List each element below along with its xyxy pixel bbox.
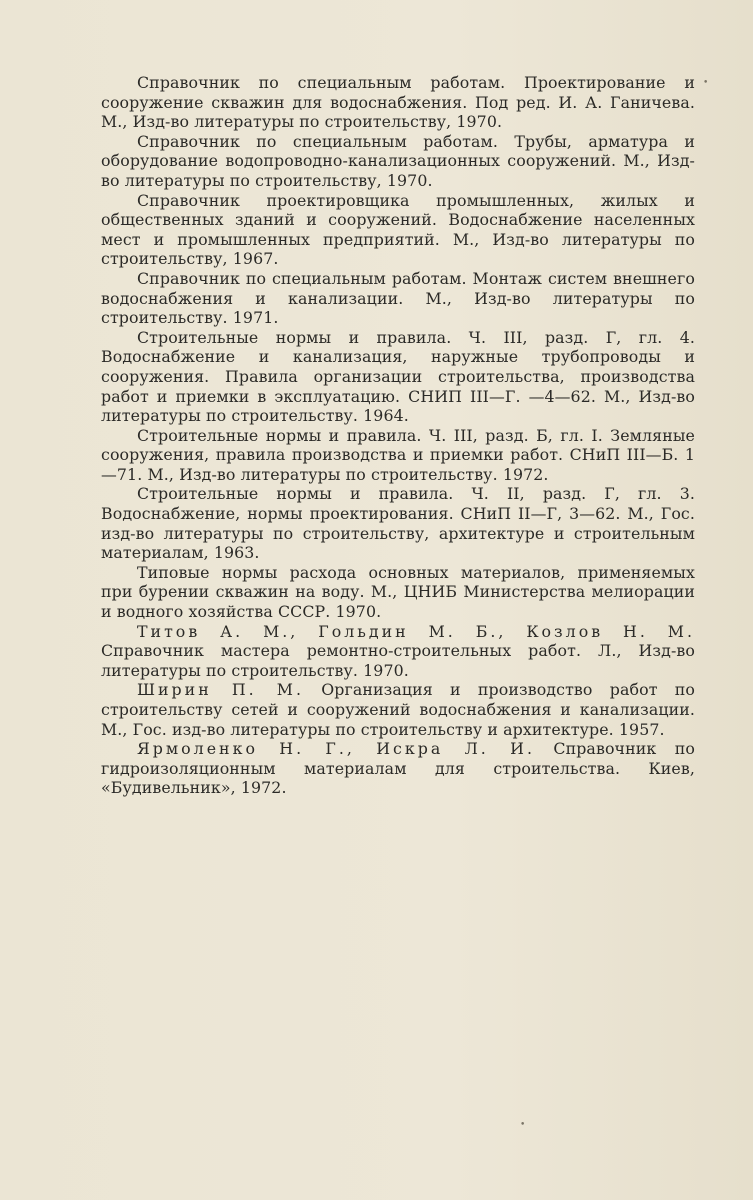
reference-item — [101, 622, 695, 681]
reference-item — [101, 680, 695, 739]
reference-item — [101, 73, 695, 132]
reference-text: Справочник мастера ремонтно-строительных работ. Л., Изд-во литературы по строительству. 1970. — [101, 641, 695, 680]
reference-text: Справочник по специальным работам. Трубы, арматура и оборудование водопроводно-канализационных сооружений. М., Изд-во литературы по строительству, 1970. — [101, 131, 695, 190]
reference-text: Строительные нормы и правила. Ч. III, разд. Б, гл. I. Земляные сооружения, правила производства и приемки работ. СНиП III—Б. 1—71. М., Изд-во литературы по строительству. 1972. — [101, 425, 695, 484]
reference-item — [101, 132, 695, 191]
reference-item — [101, 739, 695, 798]
reference-item — [101, 484, 695, 562]
reference-author: Ярмоленко Н. Г., Искра Л. И. — [137, 739, 535, 759]
paper-speck: • — [703, 78, 709, 88]
reference-author: Титов А. М., Гольдин М. Б., Козлов Н. М. — [137, 621, 695, 641]
paper-speck: • — [520, 1120, 526, 1130]
reference-text: Справочник проектировщика промышленных, жилых и общественных зданий и сооружений. Водоснабжение населенных мест и промышленных предприятий. М., Изд-во литературы по строительству, 1967. — [101, 190, 695, 269]
reference-text: Строительные нормы и правила. Ч. III, разд. Г, гл. 4. Водоснабжение и канализация, наружные трубопроводы и сооружения. Правила организации строительства, производства работ и приемки в эксплуатацию. СНИП III—Г. —4—62. М., Изд-во литературы по строительству. 1964. — [101, 327, 695, 426]
reference-list — [101, 73, 695, 798]
reference-text: Типовые нормы расхода основных материалов, применяемых при бурении скважин на воду. М., ЦНИБ Министерства мелиорации и водного хозяйства СССР. 1970. — [101, 562, 695, 622]
reference-text: Справочник по гидроизоляционным материалам для строительства. Киев, «Будивельник», 1972. — [101, 739, 695, 798]
reference-item — [101, 269, 695, 328]
reference-item — [101, 426, 695, 485]
reference-item — [101, 563, 695, 622]
reference-item — [101, 191, 695, 269]
reference-text: Организация и производство работ по строительству сетей и сооружений водоснабжения и канализации. М., Гос. изд-во литературы по строительству и архитектуре. 1957. — [101, 680, 696, 739]
reference-text: Справочник по специальным работам. Проектирование и сооружение скважин для водоснабжения. Под ред. И. А. Ганичева. М., Изд-во литературы по строительству, 1970. — [101, 73, 695, 132]
reference-item — [101, 328, 695, 426]
reference-text: Справочник по специальным работам. Монтаж систем внешнего водоснабжения и канализации. М., Изд-во литературы по строительству. 1971. — [101, 268, 695, 328]
reference-text: Строительные нормы и правила. Ч. II, разд. Г, гл. 3. Водоснабжение, нормы проектирования. СНиП II—Г, 3—62. М., Гос. изд-во литературы по строительству, архитектуре и строительным материалам, 1963. — [101, 484, 695, 563]
reference-author: Ширин П. М. — [137, 680, 304, 700]
